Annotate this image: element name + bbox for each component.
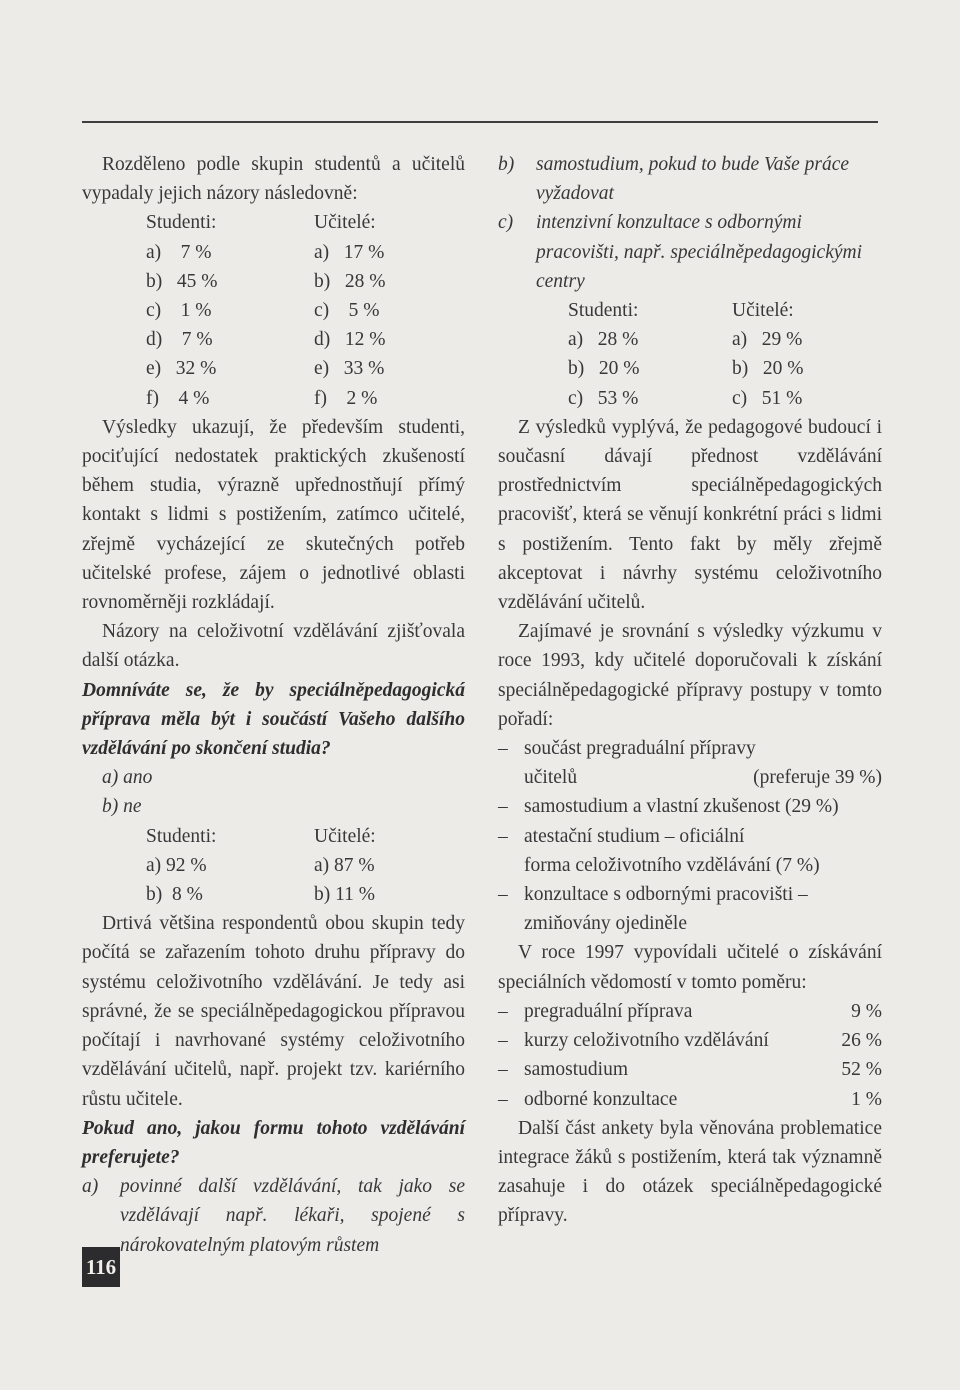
table-row: a) 7 % a) 17 %: [146, 241, 385, 263]
question-2-option-c: c) intenzivní konzultace s odbornými pracovišti, např. speciálněpedagogickými centry: [498, 212, 863, 292]
question-2: Pokud ano, jakou formu tohoto vzdělávání preferujete?: [82, 1117, 465, 1168]
header-rule: [82, 121, 878, 123]
comparison-paragraph: Zajímavé je srovnání s výsledky výzkumu v roce 1993, kdy učitelé doporučovali k získání speciálněpedagogické přípravy postupy v tomto pořadí:: [498, 621, 882, 730]
final-paragraph: Další část ankety byla věnována problematice integrace žáků s postižením, která tak významně zasahuje i do otázek speciálněpedagogické přípravy.: [498, 1117, 882, 1227]
page-number: 116: [82, 1247, 120, 1287]
results-table-3: Studenti: Učitelé: a) 28 % a) 29 % b) 20 % b) 20 % c) 53 % c) 51 %: [498, 296, 882, 413]
table-head-students: Studenti:: [146, 212, 217, 234]
table-row: b) 8 % b) 11 %: [146, 884, 376, 906]
results-table-1: [82, 208, 465, 412]
list-1993: [498, 734, 882, 938]
list-item: – pregraduální příprava 9 %: [498, 1000, 882, 1022]
majority-paragraph: Drtivá většina respondentů obou skupin tedy počítá se zařazením tohoto druhu přípravy do systému celoživotního vzdělávání. Je tedy asi správné, že se speciálněpedagogickou přípravou počítají i navrhované systémy celoživotního vzdělávání učitelů, např. projekt tzv. kariérního růstu učitele.: [82, 913, 465, 1110]
answer-option-a: a) ano: [102, 767, 153, 789]
question-2-option-b: b) samostudium, pokud to bude Vaše práce vyžadovat: [498, 154, 850, 205]
list-item: – součást pregraduální přípravy učitelů (preferuje 39 %): [498, 738, 882, 789]
table-row: c) 53 % c) 51 %: [568, 387, 803, 409]
right-column: [498, 150, 882, 1231]
list-item: – samostudium a vlastní zkušenost (29 %): [498, 796, 839, 818]
list-item: – konzultace s odbornými pracovišti – zmiňovány ojediněle: [498, 884, 808, 935]
left-column: [82, 150, 465, 1260]
table-row: d) 7 % d) 12 %: [146, 329, 386, 351]
table-row: a) 28 % a) 29 %: [568, 329, 803, 351]
answer-option-b: b) ne: [102, 796, 142, 818]
intro-paragraph: Rozděleno podle skupin studentů a učitelů vypadaly jejich názory následovně:: [82, 154, 465, 205]
table-row: a) 92 % a) 87 %: [146, 854, 375, 876]
list-item: – kurzy celoživotního vzdělávání 26 %: [498, 1030, 882, 1052]
paragraph-1997: V roce 1997 vypovídali učitelé o získávání speciálních vědomostí v tomto poměru:: [498, 942, 882, 993]
list-item: – samostudium 52 %: [498, 1059, 882, 1081]
table-row: b) 20 % b) 20 %: [568, 358, 804, 380]
results-table-2: Studenti: Učitelé: a) 92 % a) 87 % b) 8 % b) 11 %: [82, 822, 465, 910]
table-row: f) 4 % f) 2 %: [146, 387, 378, 409]
question-intro-paragraph: Názory na celoživotní vzdělávání zjišťovala další otázka.: [82, 621, 465, 672]
results-paragraph: Výsledky ukazují, že především studenti, pociťující nedostatek praktických zkušeností během studia, výrazně upřednostňují přímý kontakt s lidmi s postižením, zatímco učitelé, zřejmě vycházející ze skutečných potřeb učitelské profese, zájem o jednotlivé oblasti rovnoměrněji rozkládají.: [82, 416, 465, 614]
list-item: – odborné konzultace 1 %: [498, 1088, 882, 1110]
list-1997: [498, 997, 882, 1114]
list-item: – atestační studium – oficiální forma celoživotního vzdělávání (7 %): [498, 825, 820, 876]
question-2-option-a: a) povinné další vzdělávání, tak jako se vzdělávají např. lékaři, spojené s nárokovatelným platovým růstem: [82, 1176, 465, 1256]
question-1: Domníváte se, že by speciálněpedagogická příprava měla být i součástí Vašeho dalšího vzdělávání po skončení studia?: [82, 679, 465, 760]
conclusion-paragraph: Z výsledků vyplývá, že pedagogové budoucí i současní dávají přednost vzdělávání prostřednictvím speciálněpedagogických pracovišť, která se věnují konkrétní práci s lidmi s postižením. Tento fakt by měly zřejmě akceptovat i návrhy systému celoživotního vzdělávání učitelů.: [498, 416, 882, 614]
table-row: c) 1 % c) 5 %: [146, 300, 380, 322]
table-head-teachers: Učitelé:: [314, 212, 376, 234]
table-row: b) 45 % b) 28 %: [146, 270, 386, 292]
table-row: e) 32 % e) 33 %: [146, 358, 385, 380]
